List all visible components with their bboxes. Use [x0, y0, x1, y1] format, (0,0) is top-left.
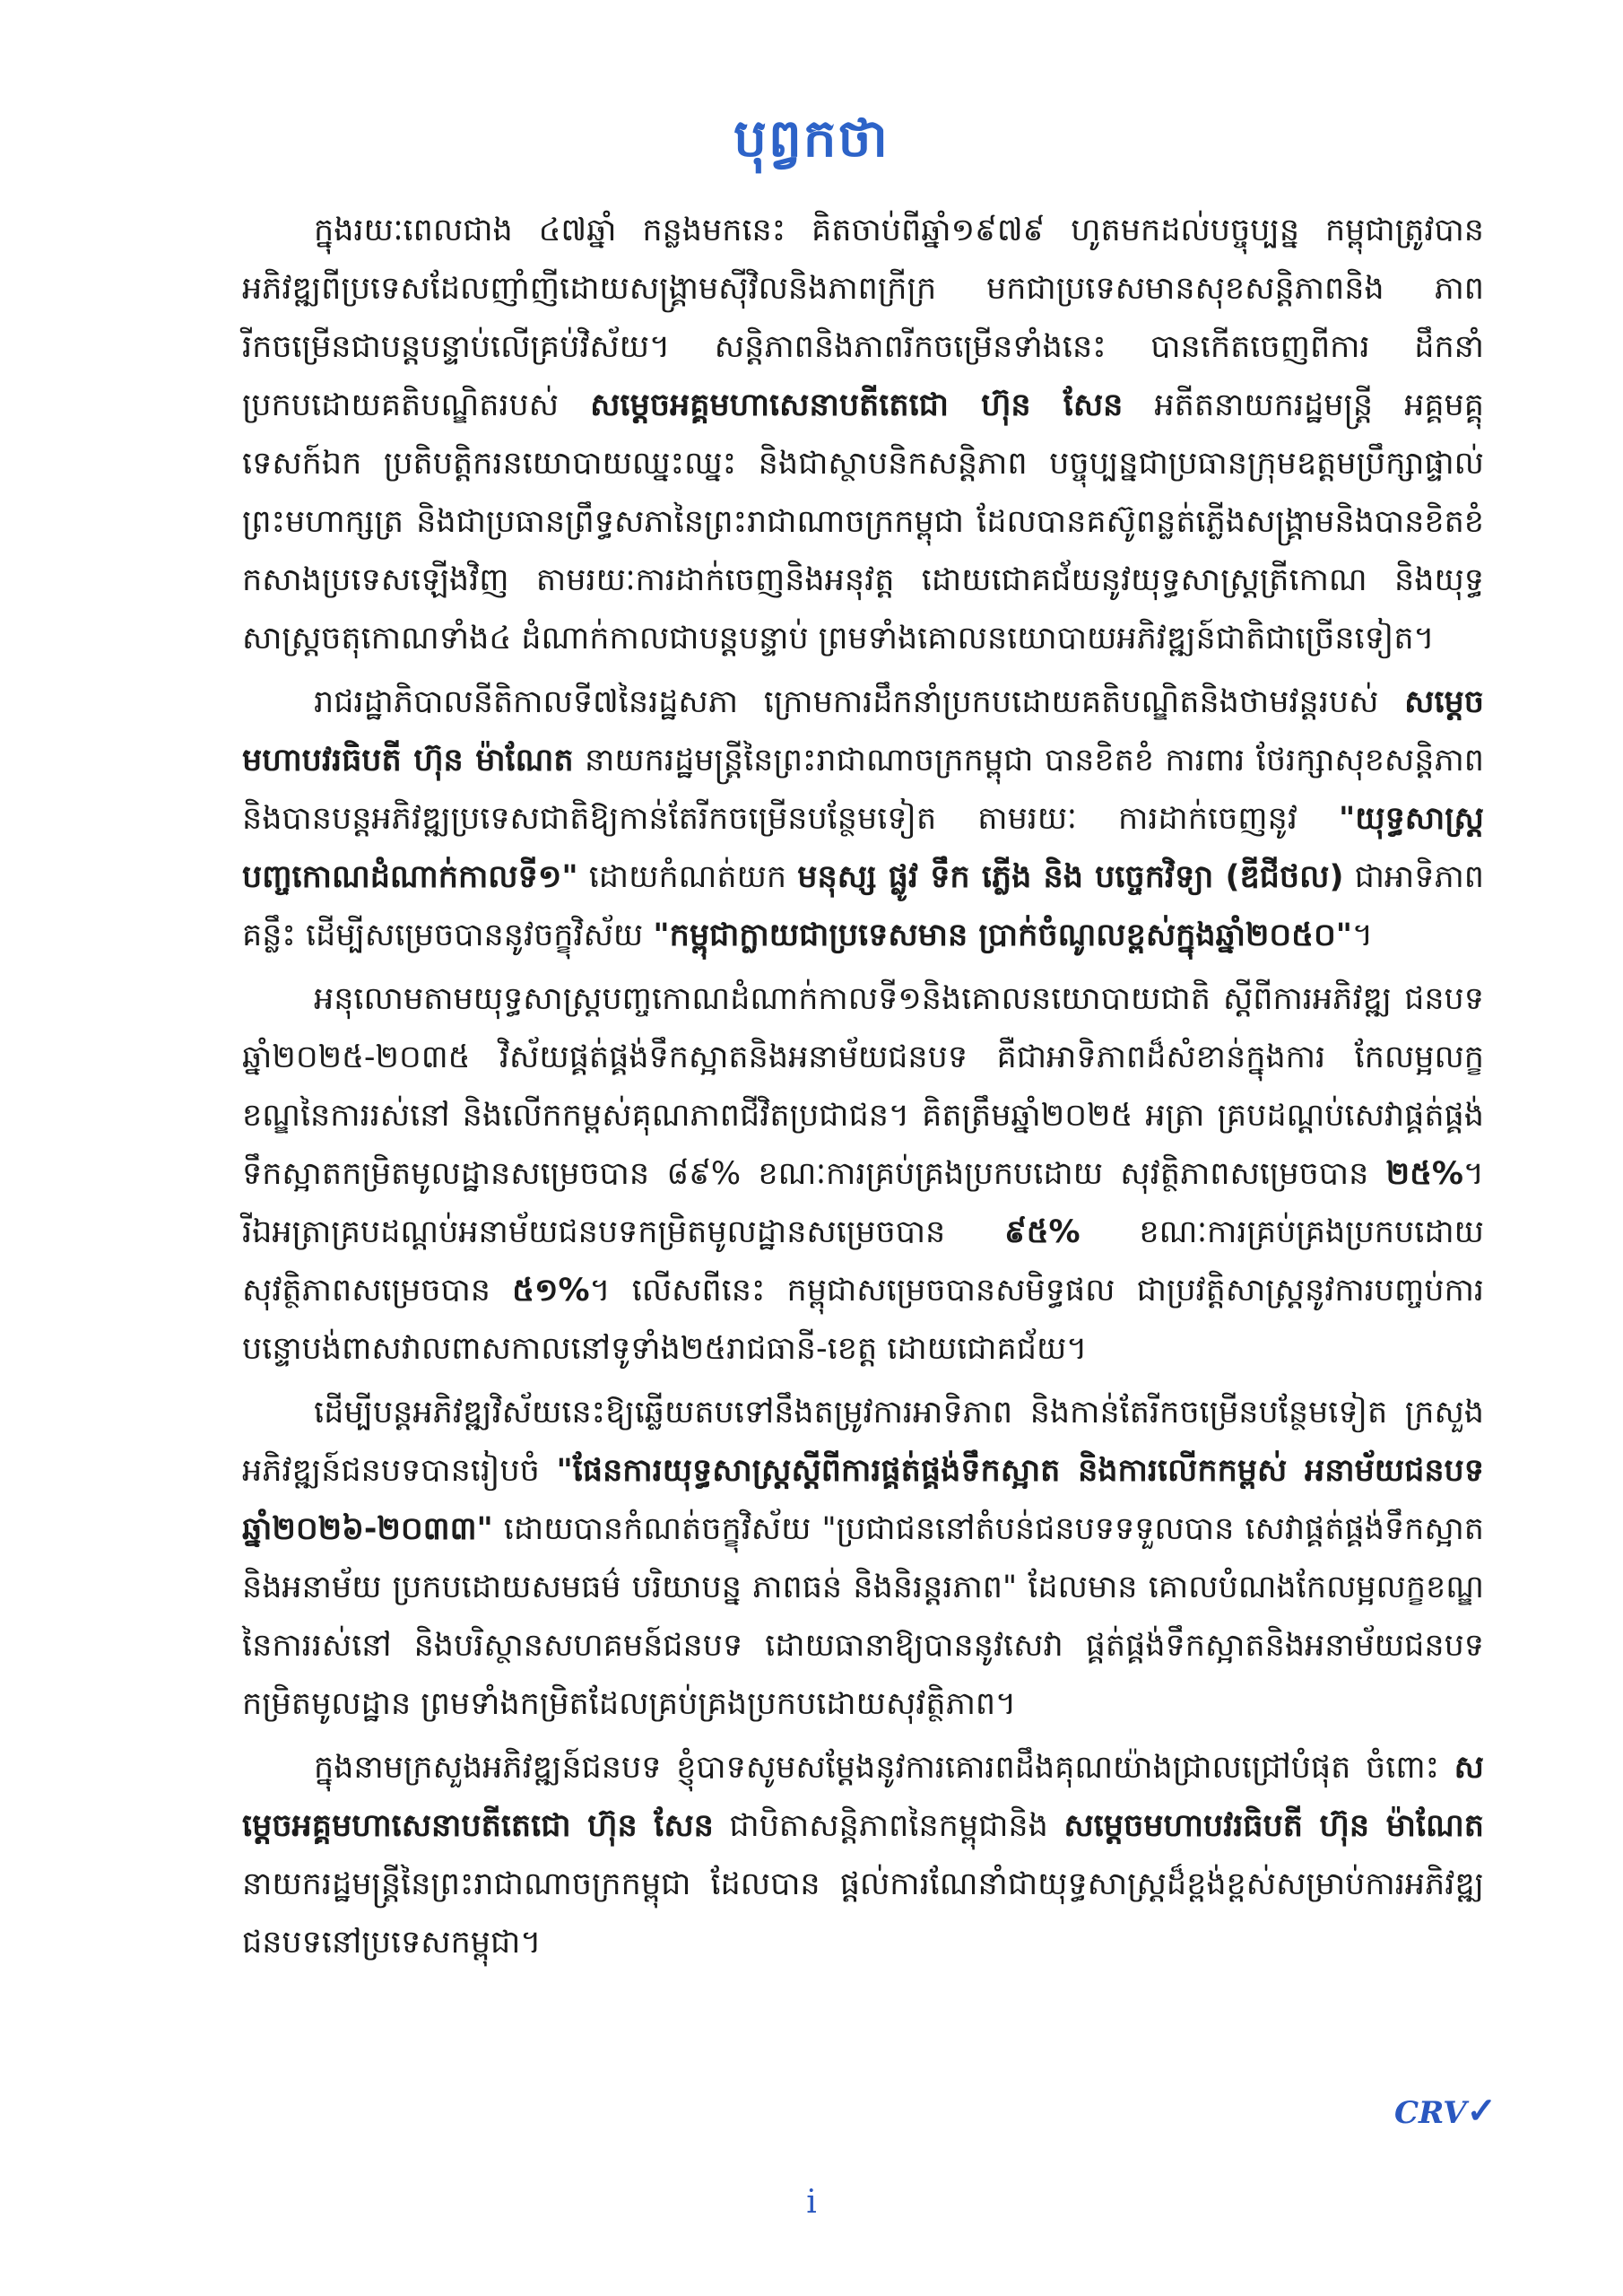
paragraph: [242, 202, 1484, 668]
paragraph: [242, 1739, 1484, 1972]
text-span: ដោយកំណត់យក: [577, 859, 798, 895]
text-span: អនុលោមតាមយុទ្ធសាស្ត្របញ្ចកោណដំណាក់កាលទី១និងគោលនយោបាយជាតិ ស្តីពីការអភិវឌ្ឍ ជនបទឆ្នាំ២០២៥-២០៣៥ វិស័យផ្គត់ផ្គង់ទឹកស្អាតនិងអនាម័យជនបទ គឺជាអាទិភាពដ៏សំខាន់ក្នុងការ កែលម្អលក្ខខណ្ឌនៃការរស់នៅ និងលើកកម្ពស់គុណភាពជីវិតប្រជាជន។ គិតត្រឹមឆ្នាំ២០២៥ អត្រា គ្របដណ្តប់សេវាផ្គត់ផ្គង់ទឹកស្អាតកម្រិតមូលដ្ឋានសម្រេចបាន ៨៩% ខណៈការគ្រប់គ្រងប្រកបដោយ សុវត្ថិភាពសម្រេចបាន: [242, 981, 1484, 1192]
text-span: រាជរដ្ឋាភិបាលនីតិកាលទី៧នៃរដ្ឋសភា ក្រោមការដឹកនាំប្រកបដោយគតិបណ្ឌិតនិងថាមវន្តរបស់: [314, 684, 1405, 720]
handwritten-initials: [1394, 2090, 1497, 2132]
bold-text-span: "ផែនការយុទ្ធសាស្ត្រស្តីពីការផ្គត់ផ្គង់ទឹកស្អាត និងការលើកកម្ពស់ អនាម័យជនបទ ឆ្នាំ២០២៦-២០៣៣": [242, 1453, 1484, 1547]
body-text: [242, 202, 1484, 1978]
text-span: ជាបិតាសន្តិភាពនៃកម្ពុជានិង: [713, 1808, 1064, 1844]
bold-text-span: មនុស្ស ផ្លូវ ទឹក ភ្លើង និង បច្ចេកវិទ្យា (ឌីជីថល): [797, 859, 1344, 895]
paragraph: [242, 1384, 1484, 1734]
bold-text-span: សម្តេចអគ្គមហាសេនាបតីតេជោ ហ៊ុន សែន: [242, 1750, 1484, 1844]
paragraph: [242, 674, 1484, 965]
text-span: ។ លើសពីនេះ កម្ពុជាសម្រេចបានសមិទ្ធផល ជាប្រវត្តិសាស្ត្រនូវការបញ្ចប់ការបន្ទោបង់ពាសវាលពាសកាលនៅទូទាំង២៥រាជធានី-ខេត្ត ដោយជោគជ័យ។: [242, 1273, 1485, 1367]
initials-text: CRV: [1394, 2095, 1467, 2131]
paragraph: [242, 970, 1484, 1378]
text-span: ជាអាទិភាពគន្លឹះ ដើម្បីសម្រេចបាននូវចក្ខុវិស័យ: [242, 859, 1484, 953]
text-span: ដើម្បីបន្តអភិវឌ្ឍវិស័យនេះឱ្យឆ្លើយតបទៅនឹងតម្រូវការអាទិភាព និងកាន់តែរីកចម្រើនបន្ថែមទៀត ក្រសួងអភិវឌ្ឍន៍ជនបទបានរៀបចំ: [242, 1395, 1484, 1489]
text-span: នាយករដ្ឋមន្ត្រីនៃព្រះរាជាណាចក្រកម្ពុជា បានខិតខំ ការពារ ថែរក្សាសុខសន្តិភាព និងបានបន្តអភិវឌ្ឍប្រទេសជាតិឱ្យកាន់តែរីកចម្រើនបន្ថែមទៀត តាមរយៈ ការដាក់ចេញនូវ: [242, 743, 1485, 837]
bold-text-span: "យុទ្ធសាស្ត្របញ្ចកោណដំណាក់កាលទី១": [242, 801, 1484, 895]
bold-text-span: ៩៥%: [1004, 1214, 1081, 1250]
bold-text-span: សម្តេចមហាបវរធិបតី ហ៊ុន ម៉ាណែត: [242, 684, 1484, 778]
bold-text-span: ២៥%: [1385, 1156, 1463, 1192]
text-span: ។ រីឯអត្រាគ្របដណ្តប់អនាម័យជនបទកម្រិតមូលដ្ឋានសម្រេចបាន: [242, 1156, 1484, 1250]
text-span: អតីតនាយករដ្ឋមន្ត្រី អគ្គមគ្គុទេសក៍ឯក ប្រតិបត្តិករនយោបាយឈ្នះឈ្នះ និងជាស្ថាបនិកសន្តិភាព បច្ចុប្បន្នជាប្រធានក្រុមឧត្តមប្រឹក្សាផ្ទាល់ព្រះមហាក្សត្រ និងជាប្រធានព្រឹទ្ធសភានៃព្រះរាជាណាចក្រកម្ពុជា ដែលបានគស៊ូពន្លត់ភ្លើងសង្គ្រាមនិងបានខិតខំកសាងប្រទេសឡើងវិញ តាមរយៈការដាក់ចេញនិងអនុវត្ត ដោយជោគជ័យនូវយុទ្ធសាស្ត្រត្រីកោណ និងយុទ្ធសាស្ត្រចតុកោណទាំង៤ ដំណាក់កាលជាបន្តបន្ទាប់ ព្រមទាំងគោលនយោបាយអភិវឌ្ឍន៍ជាតិជាច្រើនទៀត។: [242, 387, 1484, 657]
text-span: នាយករដ្ឋមន្ត្រីនៃព្រះរាជាណាចក្រកម្ពុជា ដែលបាន ផ្តល់ការណែនាំជាយុទ្ធសាស្ត្រដ៏ខ្ពង់ខ្ពស់សម្រាប់ការអភិវឌ្ឍជនបទនៅប្រទេសកម្ពុជា។: [242, 1866, 1484, 1961]
bold-text-span: សម្តេចមហាបវរធិបតី ហ៊ុន ម៉ាណែត: [1063, 1808, 1484, 1844]
bold-text-span: សម្តេចអគ្គមហាសេនាបតីតេជោ ហ៊ុន សែន: [590, 387, 1124, 423]
text-span: ក្នុងរយៈពេលជាង ៤៧ឆ្នាំ កន្លងមកនេះ គិតចាប់ពីឆ្នាំ១៩៧៩ ហូតមកដល់បច្ចុប្បន្ន កម្ពុជាត្រូវបាន អភិវឌ្ឍពីប្រទេសដែលញាំញីដោយសង្គ្រាមស៊ីវិលនិងភាពក្រីក្រ មកជាប្រទេសមានសុខសន្តិភាពនិង ភាពរីកចម្រើនជាបន្តបន្ទាប់លើគ្រប់វិស័យ។ សន្តិភាពនិងភាពរីកចម្រើនទាំងនេះ បានកើតចេញពីការ ដឹកនាំប្រកបដោយគតិបណ្ឌិតរបស់: [242, 213, 1484, 423]
bold-text-span: ៥១%: [512, 1273, 590, 1309]
text-span: ក្នុងនាមក្រសួងអភិវឌ្ឍន៍ជនបទ ខ្ញុំបាទសូមសម្តែងនូវការគោរពដឹងគុណយ៉ាងជ្រាលជ្រៅបំផុត ចំពោះ: [314, 1750, 1454, 1786]
text-span: ខណៈការគ្រប់គ្រងប្រកបដោយសុវត្ថិភាពសម្រេចបាន: [242, 1214, 1484, 1309]
page-number: i: [806, 2184, 817, 2221]
bold-text-span: "កម្ពុជាក្លាយជាប្រទេសមាន ប្រាក់ចំណូលខ្ពស់ក្នុងឆ្នាំ២០៥០": [653, 918, 1352, 953]
page-title: បុព្វកថា: [733, 108, 890, 169]
check-mark-icon: ✓: [1466, 2090, 1497, 2132]
text-span: ដោយបានកំណត់ចក្ខុវិស័យ "ប្រជាជននៅតំបន់ជនបទទទួលបាន សេវាផ្គត់ផ្គង់ទឹកស្អាត និងអនាម័យ ប្រកបដោយសមធម៌ បរិយាបន្ន ភាពធន់ និងនិរន្តរភាព" ដែលមាន គោលបំណងកែលម្អលក្ខខណ្ឌនៃការរស់នៅ និងបរិស្ថានសហគមន៍ជនបទ ដោយធានាឱ្យបាននូវសេវា ផ្គត់ផ្គង់ទឹកស្អាតនិងអនាម័យជនបទកម្រិតមូលដ្ឋាន ព្រមទាំងកម្រិតដែលគ្រប់គ្រងប្រកបដោយសុវត្ថិភាព។: [242, 1511, 1484, 1722]
text-span: ។: [1351, 918, 1374, 953]
